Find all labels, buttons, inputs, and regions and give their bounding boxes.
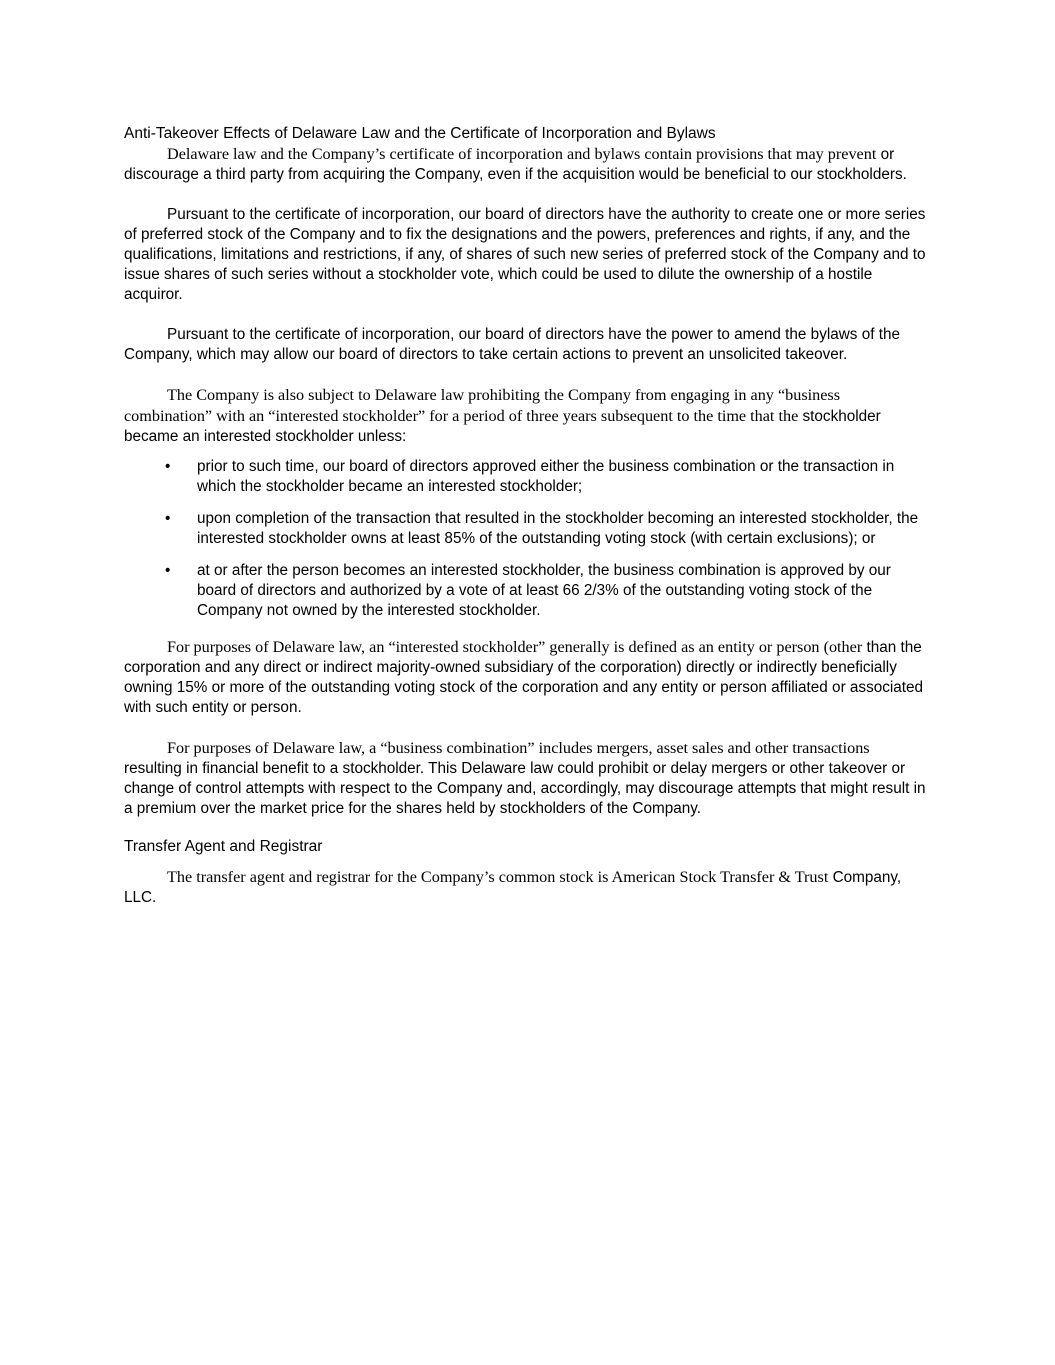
paragraph-transfer-agent	[124, 867, 930, 908]
paragraph-sans-run: resulting in financial benefit to a stockholder. This Delaware law could prohibit or delay mergers or other takeover or change of control attempts with respect to the Company and, accordingly, may discourage attempts that might result in a premium over the market price for the shares held by stockholders of the Company.	[124, 760, 926, 817]
paragraph-business-combination-definition	[124, 738, 930, 819]
section-heading-anti-takeover: Anti-Takeover Effects of Delaware Law and the Certificate of Incorporation and Bylaws	[124, 125, 716, 142]
paragraph-sans-run: than the corporation and any direct or indirect majority-owned subsidiary of the corporation) directly or indirectly beneficially owning 15% or more of the outstanding voting stock of the corporation and any entity or person affiliated or associated with such entity or person.	[124, 639, 924, 716]
paragraph-interested-stockholder-definition	[124, 637, 930, 718]
paragraph-serif-run: The Company is also subject to Delaware law prohibiting the Company from engaging in any “business combination” with an “interested stockholder” for a period of three years subsequent to the time that the	[124, 386, 840, 425]
paragraph-amend-bylaws: Pursuant to the certificate of incorporation, our board of directors have the power to amend the bylaws of the Company, which may allow our board of directors to take certain actions to prevent an unsolicited takeover.	[124, 326, 900, 363]
list-item-text: prior to such time, our board of directors approved either the business combination or the transaction in which the stockholder became an interested stockholder;	[197, 458, 895, 495]
bullet-icon: •	[165, 562, 171, 579]
paragraph-sans-run: or discourage a third party from acquiring the Company, even if the acquisition would be beneficial to our stockholders.	[124, 146, 907, 183]
list-item	[124, 561, 930, 621]
paragraph-business-combination-restriction	[124, 385, 930, 447]
paragraph-serif-run: For purposes of Delaware law, a “business combination” includes mergers, asset sales and other transactions	[167, 739, 870, 757]
document-page	[124, 124, 930, 908]
paragraph-serif-run: Delaware law and the Company’s certificate of incorporation and bylaws contain provisions that may prevent	[167, 145, 877, 163]
list-item	[124, 509, 930, 549]
paragraph-sans-run: stockholder became an interested stockholder unless:	[124, 408, 881, 445]
paragraph-serif-run: The transfer agent and registrar for the Company’s common stock is American Stock Transfer & Trust	[167, 868, 829, 886]
exceptions-list	[124, 457, 930, 621]
list-item-text: upon completion of the transaction that resulted in the stockholder becoming an interested stockholder, the interested stockholder owns at least 85% of the outstanding voting stock (with certain exclusions); or	[197, 510, 919, 547]
paragraph-serif-run: For purposes of Delaware law, an “interested stockholder” generally is defined as an entity or person (other	[167, 638, 863, 656]
bullet-icon: •	[165, 458, 171, 475]
paragraph-delaware-law-provisions	[124, 144, 930, 185]
section-heading-transfer-agent: Transfer Agent and Registrar	[124, 838, 323, 855]
list-item	[124, 457, 930, 497]
paragraph-sans-run: Company, LLC.	[124, 869, 902, 906]
bullet-icon: •	[165, 510, 171, 527]
list-item-text: at or after the person becomes an interested stockholder, the business combination is approved by our board of directors and authorized by a vote of at least 66 2/3% of the outstanding voting stock of the Company not owned by the interested stockholder.	[197, 562, 891, 619]
paragraph-preferred-stock-authority: Pursuant to the certificate of incorporation, our board of directors have the authority to create one or more series of preferred stock of the Company and to fix the designations and the powers, preferences and rights, if any, and the qualifications, limitations and restrictions, if any, of shares of such new series of preferred stock of the Company and to issue shares of such series without a stockholder vote, which could be used to dilute the ownership of a hostile acquiror.	[124, 206, 926, 303]
